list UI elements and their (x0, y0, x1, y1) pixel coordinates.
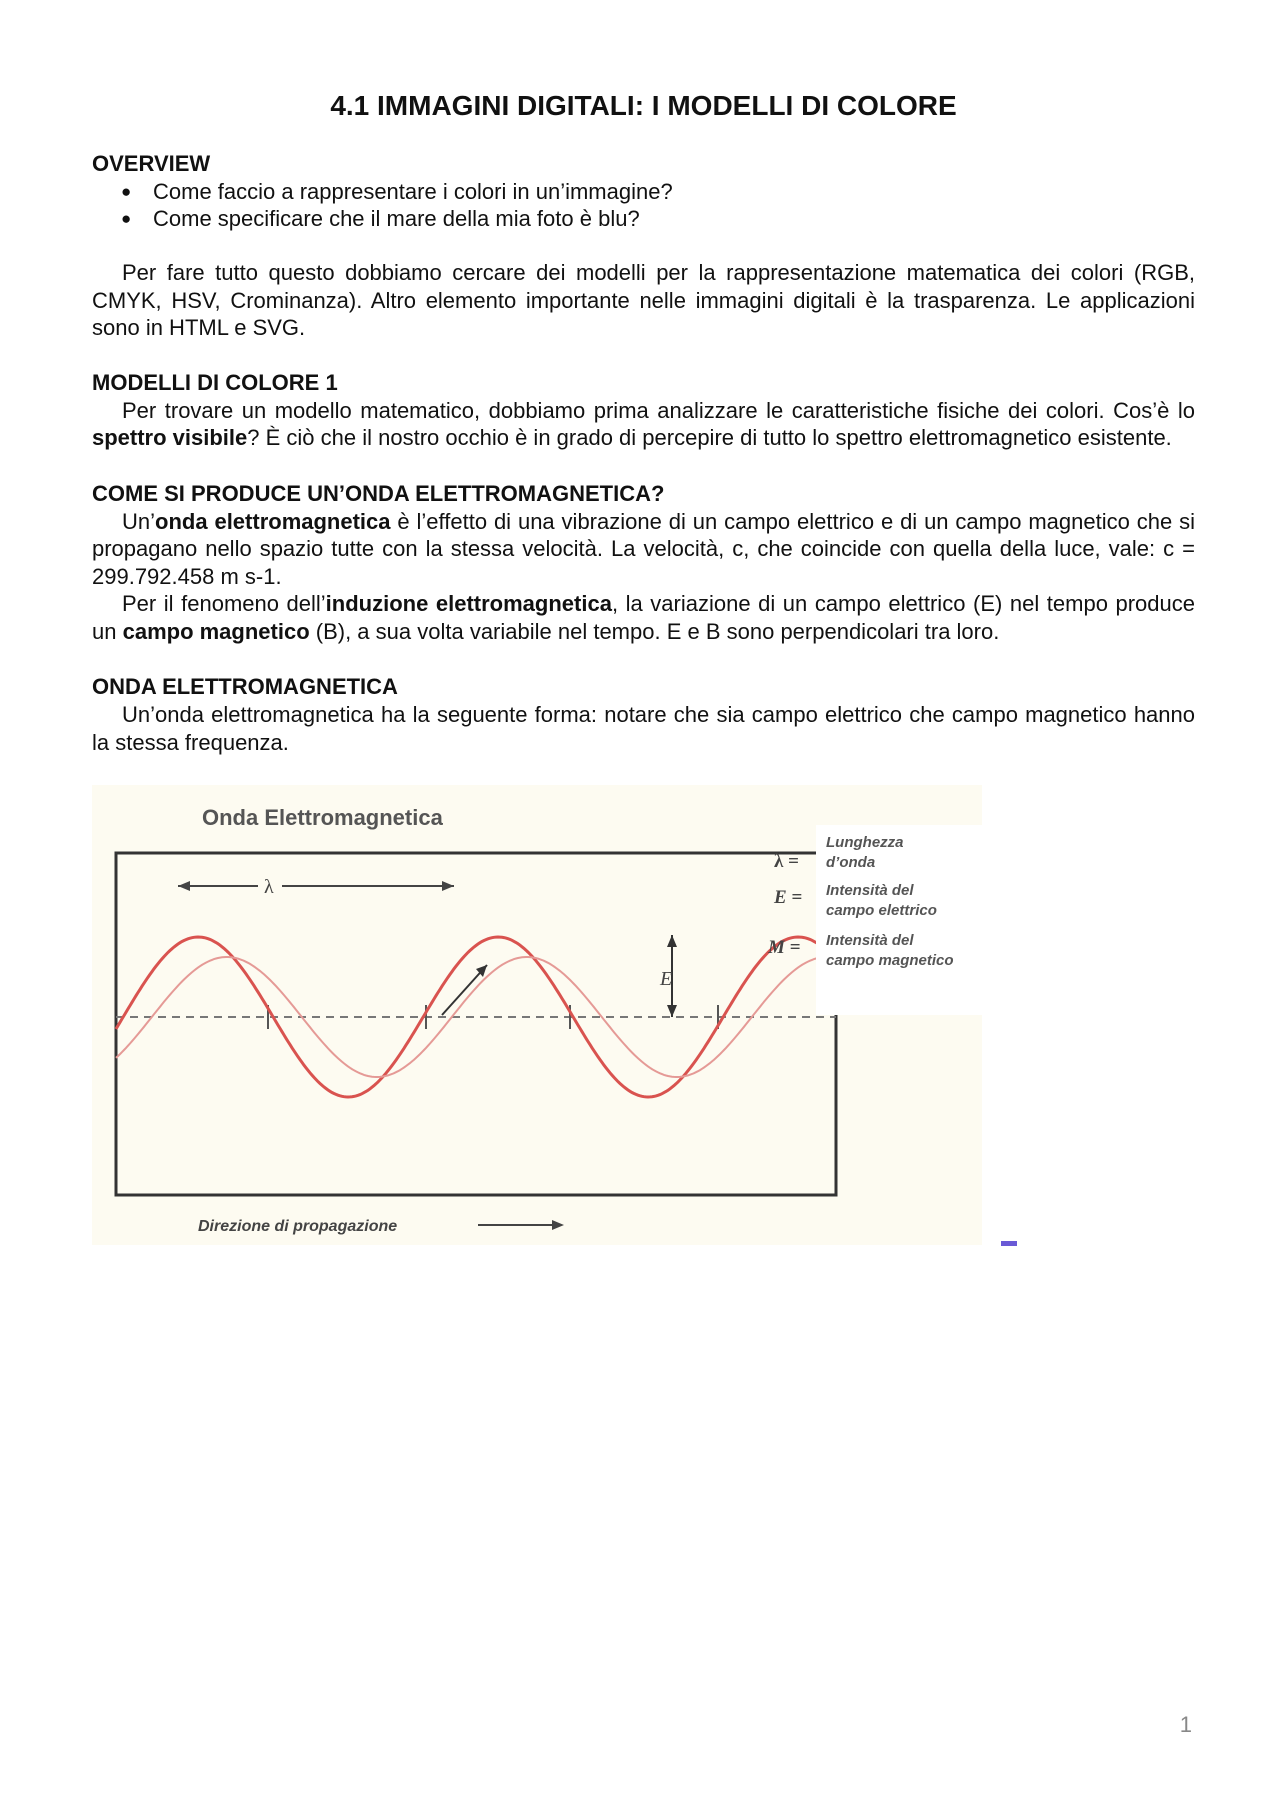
produce-section (92, 480, 1195, 646)
overview-section (92, 150, 1195, 342)
wave-figure (92, 785, 982, 1245)
overview-paragraph: Per fare tutto questo dobbiamo cercare dei modelli per la rappresentazione matematica dei colori (RGB, CMYK, HSV, Crominanza). Altro elemento importante nelle immagini digitali è la trasparenza. Le applicazioni sono in HTML e SVG. (92, 260, 1195, 340)
blue-marker (1001, 1241, 1017, 1246)
legend-text: Lunghezza (826, 834, 904, 851)
page-number: 1 (1179, 1712, 1192, 1737)
text-span: (B), a sua volta variabile nel tempo. E e B sono perpendicolari tra loro. (309, 618, 1000, 644)
legend-text: campo magnetico (826, 952, 954, 969)
page-title: 4.1 IMMAGINI DIGITALI: I MODELLI DI COLORE (330, 90, 957, 121)
text-span: Per il fenomeno dell’ (122, 591, 326, 616)
legend-symbol: M = (768, 937, 801, 958)
text-span: ? È ciò che il nostro occhio è in grado di percepire di tutto lo spettro elettromagnetico esistente. (247, 425, 1172, 450)
magnetic-field-wave (116, 957, 836, 1077)
list-item: ● Come specificare che il mare della mia foto è blu? (121, 205, 1195, 232)
bold-term: campo magnetico (122, 618, 310, 644)
text-span: , la variazione di un campo elettrico (E) nel tempo produce un (92, 591, 1195, 644)
onda-paragraph: Un’onda elettromagnetica ha la seguente forma: notare che sia campo elettrico che campo magnetico hanno la stessa frequenza. (92, 702, 1195, 755)
figure-title: Onda Elettromagnetica (202, 805, 443, 830)
legend-text: campo elettrico (826, 902, 937, 919)
bold-term: onda elettromagnetica (155, 508, 391, 534)
direction-label: Direzione di propagazione (198, 1218, 398, 1235)
legend-symbol: λ = (774, 851, 799, 872)
wave-frame (116, 853, 836, 1195)
bold-term: induzione elettromagnetica (325, 591, 612, 616)
legend-symbol: E = (774, 887, 803, 908)
legend-text: Intensità del (826, 932, 914, 949)
onda-heading: ONDA ELETTROMAGNETICA (92, 674, 398, 699)
modelli-section (92, 369, 1195, 452)
legend-text: d’onda (826, 854, 876, 871)
text-span: è l’effetto di una vibrazione di un campo elettrico e di un campo magnetico che si propagano nello spazio tutte con la stessa velocità. La velocità, c, che coincide con quella della luce, vale: c = 299.792.458 m s-1. (92, 508, 1195, 589)
lambda-arrowhead-right (442, 881, 454, 891)
produce-paragraph-2 (92, 590, 1195, 645)
amplitude-arrowhead-bottom (667, 1005, 677, 1017)
modelli-heading: MODELLI DI COLORE 1 (92, 369, 338, 395)
legend-text: Intensità del (826, 882, 914, 899)
bold-term: spettro visibile (92, 425, 248, 450)
modelli-paragraph (92, 397, 1195, 452)
onda-section (92, 673, 1195, 756)
amplitude-label: E (660, 968, 673, 990)
overview-heading: OVERVIEW (92, 151, 211, 176)
produce-heading: COME SI PRODUCE UN’ONDA ELETTROMAGNETICA? (92, 480, 665, 506)
direction-arrowhead (552, 1220, 564, 1230)
lambda-label: λ (264, 876, 274, 898)
wave-diagram (92, 785, 982, 1245)
document-page (92, 88, 1195, 756)
list-item: ● Come faccio a rappresentare i colori in un’immagine? (121, 178, 1195, 205)
amplitude-arrowhead-top (667, 935, 677, 947)
text-span: Un’ (122, 508, 156, 534)
lambda-arrowhead-left (178, 881, 190, 891)
text-span: Per trovare un modello matematico, dobbiamo prima analizzare le caratteristiche fisiche dei colori. Cos’è lo (122, 397, 1195, 423)
overview-bullets (92, 178, 1195, 232)
produce-paragraph-1 (92, 508, 1195, 591)
electric-field-wave (116, 937, 836, 1097)
